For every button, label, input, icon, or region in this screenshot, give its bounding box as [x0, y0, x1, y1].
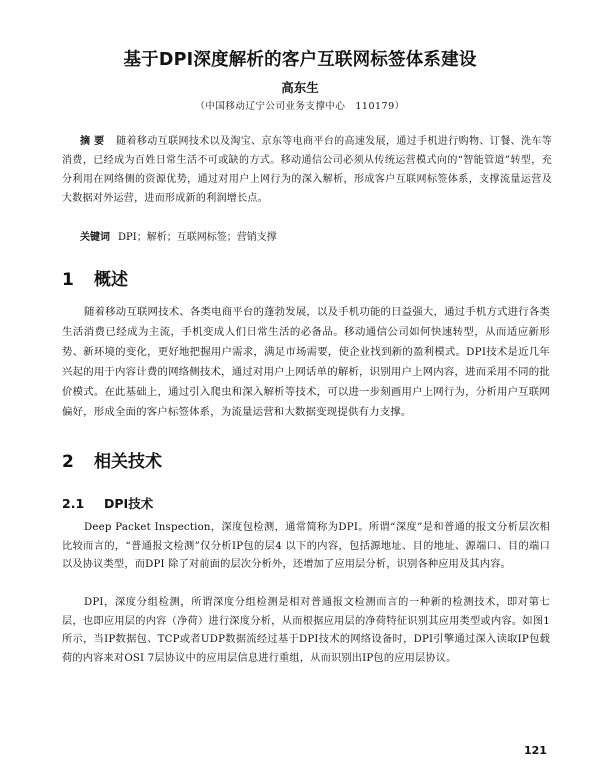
- page-number: 121: [524, 744, 547, 757]
- keywords-text: DPI；解析；互联网标签；营销支撑: [118, 232, 277, 243]
- author-affiliation: （中国移动辽宁公司业务支撑中心 110179）: [195, 101, 405, 112]
- subsection-2-1-heading: [62, 494, 153, 512]
- section-1-paragraph-text: 随着移动互联网技术、各类电商平台的蓬勃发展，以及手机功能的日益强大，通过手机方式进行各类生活消费已经成为主流，手机变成人们日常生活的必备品。移动通信公司如何快速转型，从而适应新形势、新环境的变化，更好地把握用户需求，满足市场需要，使企业找到新的盈利模式。DPI技术是近几年兴起的用于内容计费的网络侧技术，通过对用户上网话单的解析，识别用户上网内容，进而采用不同的批价模式。在此基础上，通过引入爬虫和深入解析等技术，可以进一步刻画用户上网行为，分析用户互联网偏好，形成全面的客户标签体系，为流量运营和大数据变现提供有力支撑。: [62, 306, 550, 418]
- section-2-number: 2: [62, 452, 74, 472]
- section-1-title: 概述: [94, 270, 128, 290]
- section-1-number: 1: [62, 270, 74, 290]
- subsection-2-1-paragraph-1-text: Deep Packet Inspection，深度包检测，通常简称为DPI。所谓“深度”是和普通的报文分析层次相比较而言的，“普通报文检测”仅分析IP包的层4 以下的内容，包括源地址、目的地址、源端口、目的端口以及协议类型，而DPI 除了对前面的层次分析外，还增加了应用层分析，识别各种应用及其内容。: [62, 522, 550, 571]
- subsection-2-1-paragraph-1: [62, 519, 550, 575]
- keywords: [80, 228, 550, 247]
- subsection-2-1-number: 2.1: [62, 496, 85, 511]
- abstract-label: 摘要: [80, 136, 109, 147]
- paper-title: 基于DPI深度解析的客户互联网标签体系建设: [123, 50, 477, 70]
- subsection-2-1-title: DPI技术: [104, 496, 154, 511]
- section-2-title: 相关技术: [94, 452, 162, 472]
- subsection-2-1-paragraph-2-text: DPI，深度分组检测，所谓深度分组检测是相对普通报文检测而言的一种新的检测技术，即对第七层，也即应用层的内容（净荷）进行深度分析，从而根据应用层的净荷特征识别其应用类型或内容。如图1所示，当IP数据包、TCP或者UDP数据流经过基于DPI技术的网络设备时，DPI引擎通过深入读取IP包载荷的内容来对OSI 7层协议中的应用层信息进行重组，从而识别出IP包的应用层协议。: [62, 597, 550, 664]
- section-1-paragraph: [62, 302, 550, 422]
- section-2-heading: [62, 447, 162, 472]
- author-name: 高东生: [281, 80, 319, 95]
- abstract: [62, 132, 552, 208]
- subsection-2-1-paragraph-2: [62, 594, 550, 668]
- keywords-label: 关键词: [80, 232, 110, 243]
- abstract-text: 随着移动互联网技术以及淘宝、京东等电商平台的高速发展，通过手机进行购物、订餐、洗车等消费，已经成为百姓日常生活不可或缺的方式。移动通信公司必须从传统运营模式向的“智能管道”转型，充分利用在网络侧的资源优势，通过对用户上网行为的深入解析，形成客户互联网标签体系，支撑流量运营及大数据对外运营，进而形成新的利润增长点。: [62, 136, 553, 204]
- section-1-heading: [62, 265, 128, 290]
